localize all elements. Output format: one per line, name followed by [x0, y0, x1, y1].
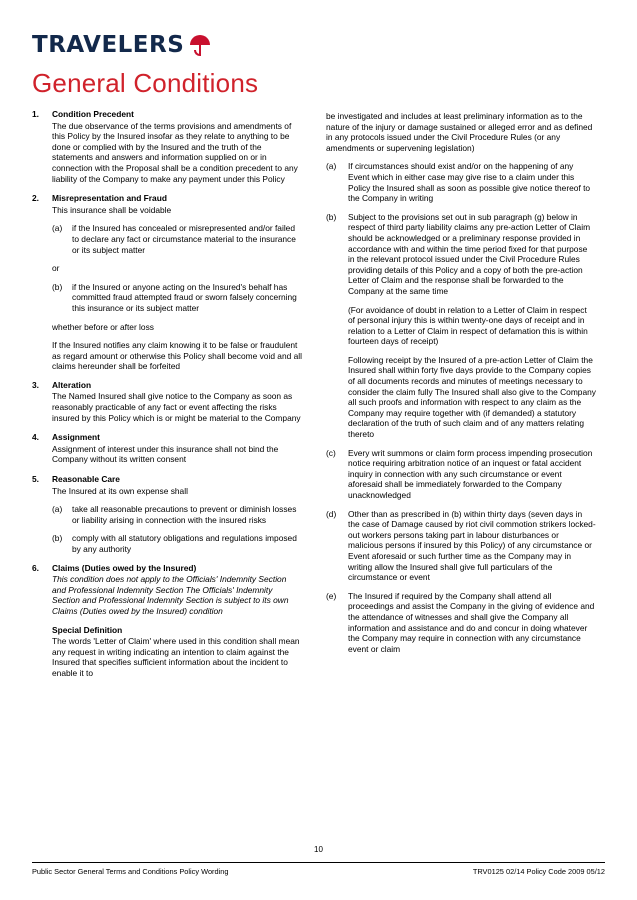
continuation-paragraph: be investigated and includes at least preliminary information as to the nature of the injury or damage sustained or alleged error and as defined in any protocols issued under the Civil Procedure Rules (or any amendments or supervening legislation)	[326, 111, 593, 153]
clause-text: Assignment of interest under this insurance shall not bind the Company without its written consent	[52, 443, 279, 465]
clause-number: 2.	[32, 193, 39, 204]
sub-text: Every writ summons or claim form process impending prosecution notice requiring arbitration notice of an inquest or fatal accident inquiry in connection with any such circumstance or event aforesaid shall be immediately forwarded to the Company unacknowledged	[348, 447, 593, 500]
clause-heading: Misrepresentation and Fraud	[52, 193, 167, 204]
clause-text: The due observance of the terms provisions and amendments of this Policy by the Insured insofar as they relate to anything to be done or complied with by the Insured and the truth of the statements and answers and information supplied on or in connection with the Proposal shall be a condition precedent to any liability of the Company to make any payment under this Policy	[52, 120, 298, 184]
sub-label: (c)	[326, 447, 336, 458]
page-footer	[32, 862, 605, 876]
right-sub-b	[326, 212, 596, 297]
clause-2-conjunction: or	[52, 263, 60, 274]
sub-text: Other than as prescribed in (b) within thirty days (seven days in the case of Damage caused by riot civil commotion strikers locked-out workers persons taking part in labour disturbances or malicious persons if insured by this Policy) of any circumstance or Event aforesaid or such further time as the Company may in writing allow the Insured shall give full particulars of the circumstance or event	[348, 508, 596, 583]
body-columns	[32, 109, 605, 851]
brand-logo	[32, 30, 605, 64]
clause-2-trailing-2: If the Insured notifies any claim knowing it to be false or fraudulent as regard amount or otherwise this Policy shall become void and all claims hereunder shall be forfeited	[52, 340, 302, 372]
clause-5-sub-a	[32, 504, 302, 525]
clause-text: This insurance shall be voidable	[52, 204, 172, 215]
clause-number: 6.	[32, 562, 39, 573]
clause-text: The Named Insured shall give notice to the Company as soon as reasonably practicable of any fact or event affecting the risks insured by this Policy which is or might be material to the Company	[52, 391, 301, 423]
sub-label: (e)	[326, 590, 337, 601]
right-column	[326, 109, 596, 851]
right-sub-a	[326, 161, 596, 203]
clause-heading: Reasonable Care	[52, 474, 120, 485]
sub-text: if the Insured has concealed or misrepresented and/or failed to declare any fact or circumstance material to the insurance or its subject matter	[72, 223, 296, 255]
page-title: General Conditions	[32, 68, 259, 98]
clause-6-subheading: Special Definition	[52, 624, 123, 635]
clause-2	[32, 193, 302, 222]
right-sub-c	[326, 448, 596, 501]
sub-text: if the Insured or anyone acting on the Insured's behalf has committed fraud attempted fraud or sworn falsely concerning this insurance or its subject matter	[72, 281, 297, 313]
clause-3	[32, 380, 302, 431]
sub-text: comply with all statutory obligations and regulations imposed by any authority	[72, 533, 297, 554]
clause-text: The Insured at its own expense shall	[52, 485, 188, 496]
clause-2-sub-a	[32, 223, 302, 255]
left-column	[32, 109, 302, 851]
clause-5-sub-b	[32, 533, 302, 554]
footer-right-text: TRV0125 02/14 Policy Code 2009 05/12	[472, 867, 605, 876]
clause-number: 3.	[32, 379, 39, 390]
clause-number: 1.	[32, 109, 39, 119]
clause-6-italic-note: This condition does not apply to the Officials' Indemnity Section and Professional Indemnity Section The Officials' Indemnity Section and Professional Indemnity Section is subject to its own Claims (Duties owed by the Insured) condition	[52, 574, 289, 616]
clause-text: The words 'Letter of Claim' where used in this condition shall mean any request in writing indicating an intention to claim against the Insured that specifies sufficient information about the incident to enable it to	[52, 636, 300, 678]
sub-text: Subject to the provisions set out in sub paragraph (g) below in respect of third party liability claims any pre-action Letter of Claim should be acknowledged or a preliminary response provided in accordance with and within the time period fixed for that purpose in the relevant protocol issued under the Civil Procedure Rules providing details of this Policy and a copy of both the pre-action Letter of Claim and the response shall be forwarded to the Company at the same time	[348, 211, 591, 296]
umbrella-icon	[190, 33, 212, 57]
clause-number: 4.	[32, 432, 39, 443]
sub-text: If circumstances should exist and/or on the happening of any Event which in either case may give rise to a claim under this Policy the Insured shall as soon as possible give notice thereof to the Company in writing	[348, 161, 591, 204]
right-sub-b-paragraph-3: Following receipt by the Insured of a pre-action Letter of Claim the Insured shall within forty five days provide to the Company copies of all documents records and minutes of meetings necessary to consider the claim fully The Insured shall also give to the Company all such proofs and information with respect to any claim as the Company may require together with (if demanded) a statutory declaration of the truth of such claim and of any matters relating thereto	[348, 354, 596, 440]
sub-text: The Insured if required by the Company shall attend all proceedings and assist the Company in the giving of evidence and the attendance of witnesses and shall give the Company all information and assistance and do and concur in doing whatever the Company may require in connection with any circumstance event or claim	[348, 590, 595, 654]
clause-1	[32, 109, 302, 192]
clause-heading: Assignment	[52, 432, 100, 443]
page-number: 10	[314, 845, 323, 854]
sub-label: (a)	[52, 223, 63, 234]
clause-4	[32, 432, 302, 473]
right-sub-e	[326, 591, 596, 655]
sub-label: (b)	[52, 533, 63, 544]
sub-label: (d)	[326, 508, 337, 519]
footer-left-text: Public Sector General Terms and Conditions Policy Wording	[32, 867, 229, 876]
clause-number: 5.	[32, 474, 39, 485]
clause-heading: Alteration	[52, 379, 92, 390]
sub-label: (a)	[52, 504, 63, 515]
brand-wordmark: TRAVELERS	[32, 32, 185, 58]
clause-2-sub-b	[32, 282, 302, 314]
sub-text: take all reasonable precautions to prevent or diminish losses or liability arising in connection with the insured risks	[72, 504, 297, 525]
sub-label: (b)	[52, 281, 63, 292]
clause-heading: Condition Precedent	[52, 109, 134, 119]
clause-heading: Claims (Duties owed by the Insured)	[52, 562, 197, 573]
sub-label: (a)	[326, 161, 337, 172]
clause-2-trailing-1: whether before or after loss	[52, 321, 154, 332]
right-sub-d	[326, 509, 596, 583]
right-sub-b-paragraph-2: (For avoidance of doubt in relation to a Letter of Claim in respect of personal injury this is within twenty-one days of receipt and in relation to a Letter of Claim in respect of defamation this is within fourteen days of receipt)	[348, 304, 588, 347]
clause-5	[32, 474, 302, 503]
sub-label: (b)	[326, 211, 337, 222]
clause-6	[32, 563, 302, 687]
